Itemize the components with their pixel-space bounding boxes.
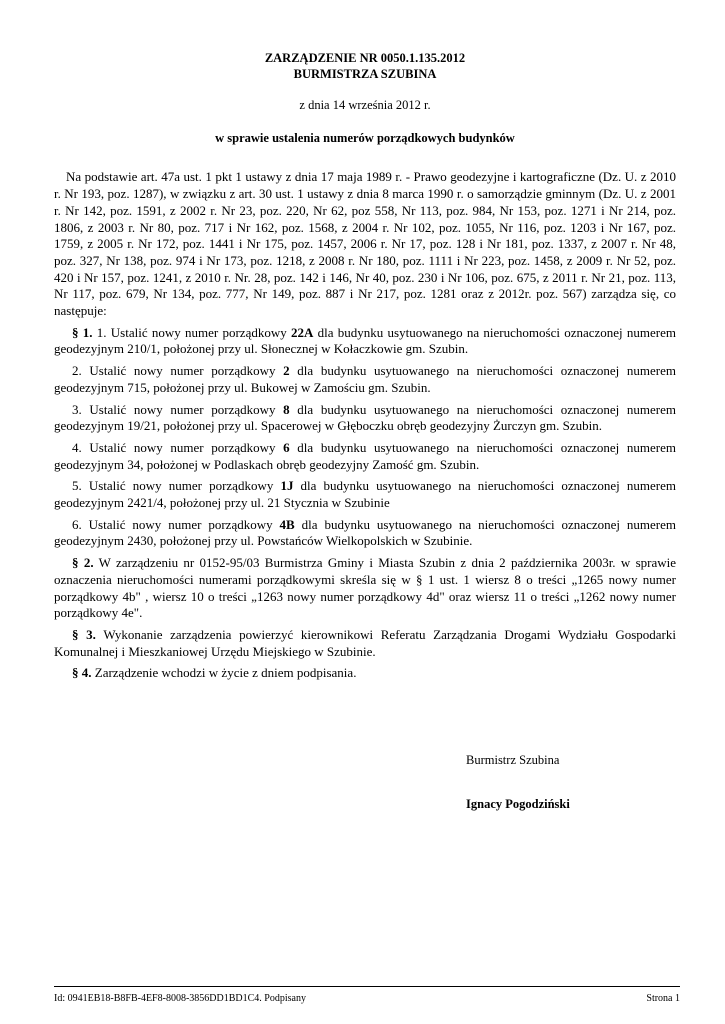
document-subject: w sprawie ustalenia numerów porządkowych budynków — [215, 130, 515, 145]
title-line-2: BURMISTRZA SZUBINA — [293, 67, 437, 81]
document-date: z dnia 14 września 2012 r. — [299, 98, 431, 112]
section-1-item-6 — [54, 517, 676, 550]
section-1-item-5 — [54, 478, 676, 511]
document-page — [54, 0, 680, 1024]
page-number: Strona 1 — [646, 993, 680, 1004]
section-4 — [54, 665, 676, 682]
item-text-pre: 4. Ustalić nowy numer porządkowy — [72, 439, 284, 455]
section-text: W zarządzeniu nr 0152-95/03 Burmistrza Gminy i Miasta Szubin z dnia 2 października 2003r. w sprawie oznaczenia nieruchomości numerami porządkowymi skreśla się w § 1 ust. 1 wiersz 8 o treści „1265 nowy numer porządkowy 4b" , wiersz 10 o treści „1263 nowy numer porządkowy 4d" oraz wiersz 11 o treści „1262 nowy numer porządkowy 4e". — [54, 555, 677, 621]
item-text-pre: 1. Ustalić nowy numer porządkowy — [96, 324, 291, 340]
section-mark: § 1. — [72, 324, 93, 340]
building-number: 8 — [283, 401, 290, 417]
item-text-post: dla budynku usytuowanego na nieruchomości oznaczonej numerem geodezyjnym 715, położonej przy ul. Bukowej w Zamościu gm. Szubin. — [54, 363, 676, 395]
section-1-item-3 — [54, 402, 676, 435]
item-text-pre: 6. Ustalić nowy numer porządkowy — [72, 516, 280, 532]
item-text-pre: 2. Ustalić nowy numer porządkowy — [72, 363, 284, 379]
section-text: Zarządzenie wchodzi w życie z dniem podpisania. — [94, 665, 357, 681]
section-mark: § 2. — [72, 555, 94, 571]
item-text-post: dla budynku usytuowanego na nieruchomości oznaczonej numerem geodezyjnym 34, położonej w Podlaskach obręb geodezyjny Zamość gm. Szubin. — [54, 439, 676, 472]
signatory-role: Burmistrz Szubina — [466, 753, 560, 767]
section-1-item-1 — [54, 325, 676, 358]
section-1-item-2 — [54, 363, 676, 396]
item-text-post: dla budynku usytuowanego na nieruchomości oznaczonej numerem geodezyjnym 2430, położonej przy ul. Powstańców Wielkopolskich w Szubinie. — [54, 516, 677, 549]
document-title — [54, 50, 676, 82]
building-number: 22A — [291, 324, 314, 340]
signatory-name: Ignacy Pogodziński — [466, 796, 570, 811]
item-text-post: dla budynku usytuowanego na nieruchomości oznaczonej numerem geodezyjnym 210/1, położonej przy ul. Słonecznej w Kołaczkowie gm. Szubin. — [54, 324, 677, 357]
item-text-pre: 5. Ustalić nowy numer porządkowy — [72, 478, 281, 494]
section-mark: § 3. — [72, 626, 96, 642]
section-text: Wykonanie zarządzenia powierzyć kierownikowi Referatu Zarządzania Drogami Wydziału Gospodarki Komunalnej i Mieszkaniowej Urzędu Miejskiego w Szubinie. — [54, 626, 677, 659]
footer-divider — [54, 986, 680, 987]
section-3 — [54, 627, 676, 660]
item-text-post: dla budynku usytuowanego na nieruchomości oznaczonej numerem geodezyjnym 2421/4, położonej przy ul. 21 Stycznia w Szubinie — [54, 478, 676, 511]
building-number: 4B — [279, 516, 295, 532]
signature-block — [466, 752, 570, 812]
building-number: 1J — [280, 478, 294, 494]
section-mark: § 4. — [72, 665, 92, 681]
section-2 — [54, 555, 676, 622]
item-text-post: dla budynku usytuowanego na nieruchomości oznaczonej numerem geodezyjnym 19/21, położonej przy ul. Spacerowej w Głęboczku obręb geodezyjny Żurczyn gm. Szubin. — [54, 401, 676, 434]
document-id: Id: 0941EB18-B8FB-4EF8-8008-3856DD1BD1C4. Podpisany — [54, 993, 306, 1004]
section-1-item-4 — [54, 440, 676, 473]
building-number: 6 — [283, 439, 290, 455]
title-line-1: ZARZĄDZENIE NR 0050.1.135.2012 — [264, 51, 466, 65]
item-text-pre: 3. Ustalić nowy numer porządkowy — [72, 401, 284, 417]
building-number: 2 — [283, 363, 290, 379]
preamble: Na podstawie art. 47a ust. 1 pkt 1 ustawy z dnia 17 maja 1989 r. - Prawo geodezyjne i kartograficzne (Dz. U. z 2010 r. Nr 193, poz. 1287), w związku z art. 30 ust. 1 ustawy z dnia 8 marca 1990 r. o samorządzie gminnym (Dz. U. z 2001 r. Nr 142, poz. 1591, z 2002 r. Nr 23, poz. 220, Nr 62, poz 558, Nr 113, poz. 984, Nr 153, poz. 1271 i Nr 214, poz. 1806, z 2003 r. Nr 80, poz. 717 i Nr 162, poz. 1568, z 2004 r. Nr 102, poz. 1055, Nr 116, poz. 1203 i Nr 167, poz. 1759, z 2005 r. Nr 172, poz. 1441 i Nr 175, poz. 1457, 2006 r. Nr 17, poz. 128 i Nr 181, poz. 1337, z 2007 r. Nr 48, poz. 327, Nr 138, poz. 974 i Nr 173, poz. 1218, z 2008 r. Nr 180, poz. 1111 i Nr 223, poz. 1458, z 2009 r. Nr 52, poz. 420 i Nr 157, poz. 1241, z 2010 r. Nr. 28, poz. 142 i 146, Nr 40, poz. 230 i Nr 106, poz. 675, z 2011 r. Nr 21, poz. 113, Nr 117, poz. 679, Nr 134, poz. 777, Nr 149, poz. 887 i Nr 217, poz. 1281 oraz z 2012r. poz. 567) zarządza się, co następuje: — [54, 169, 676, 319]
